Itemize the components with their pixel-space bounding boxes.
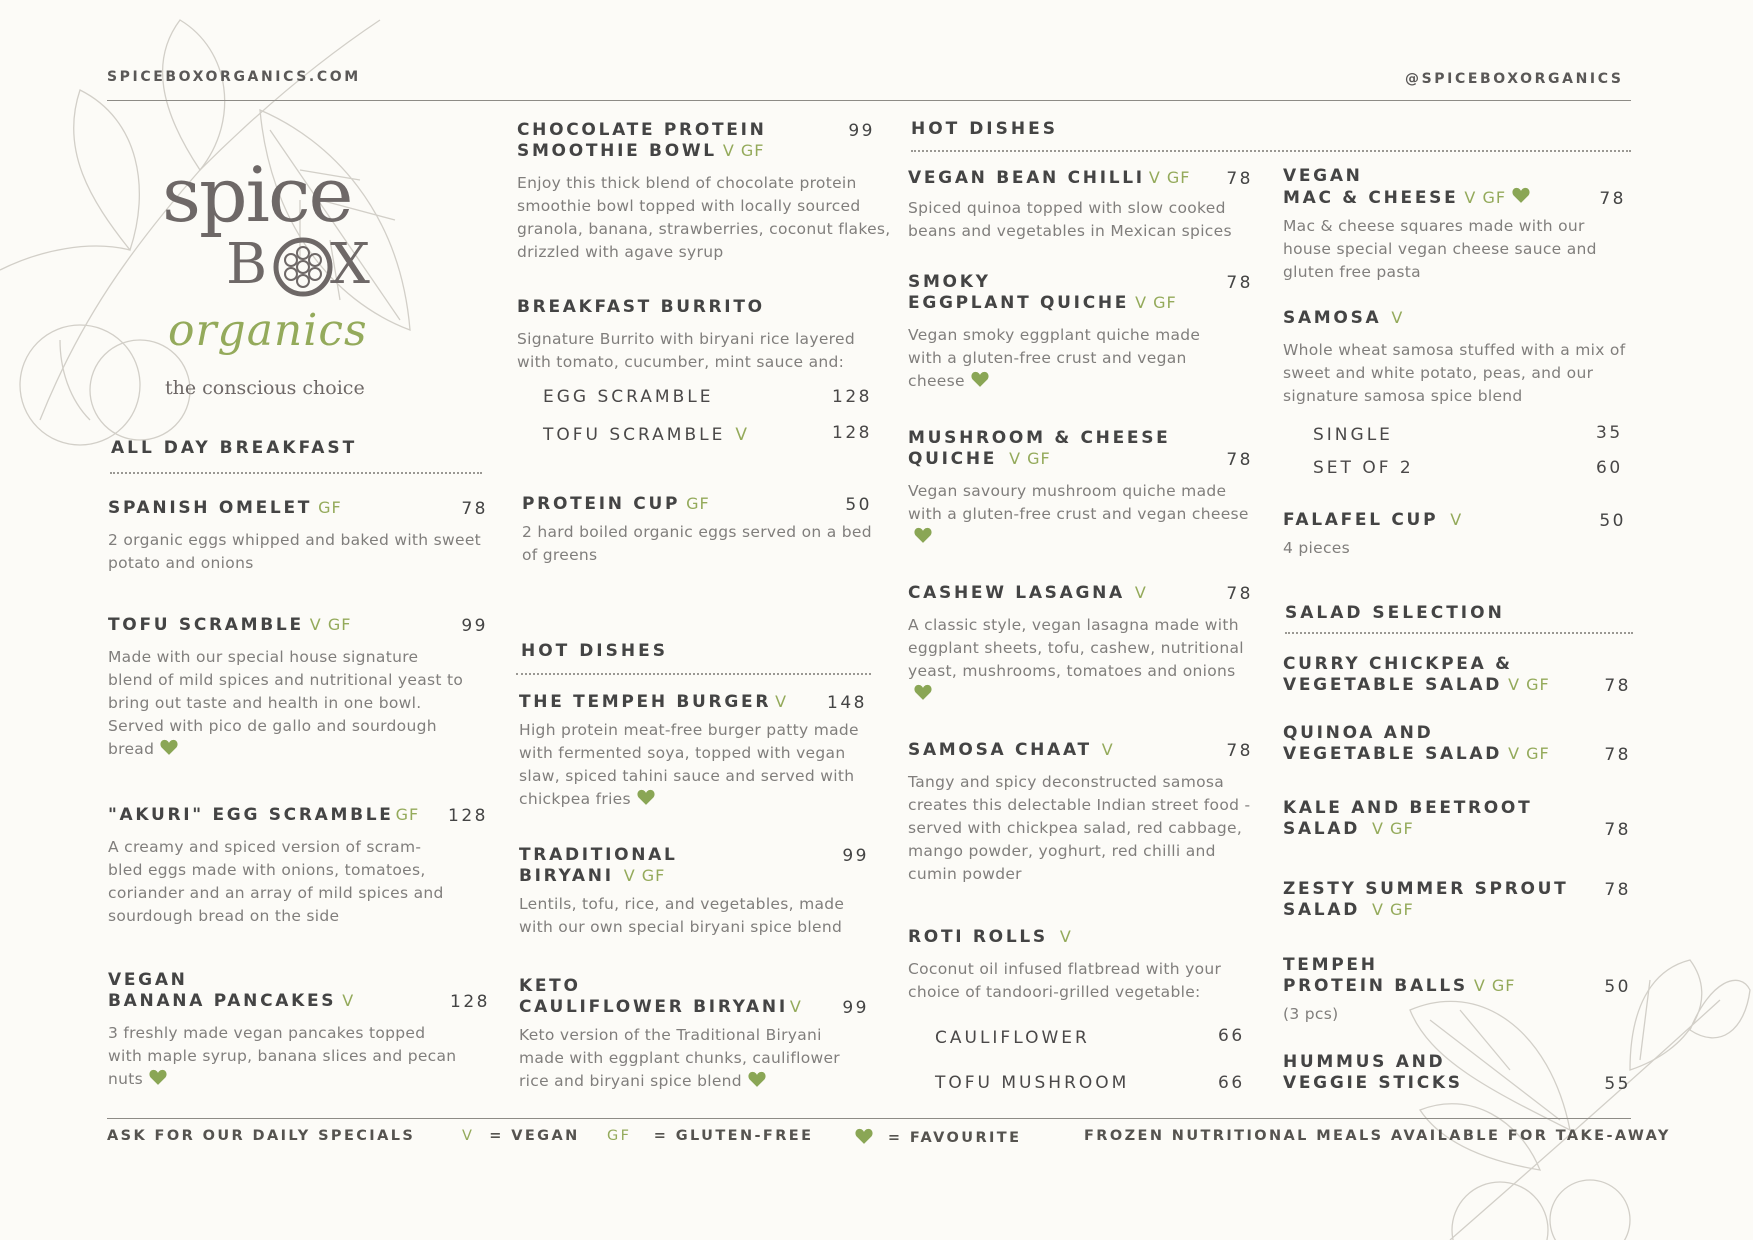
item-description: Made with our special house signature blend of mild spices and nutritional yeast to bring out taste and health in one bowl. Served with pico de gallo and sourdough bread xyxy=(108,648,464,758)
item-description: A classic style, vegan lasagna made with eggplant sheets, tofu, cashew, nutritional yeast, mushrooms, tomatoes and onions xyxy=(908,616,1244,680)
item-price: 148 xyxy=(827,693,867,713)
option-price: 128 xyxy=(832,387,872,407)
heart-icon xyxy=(1512,187,1530,203)
dietary-tag: V GF xyxy=(1135,293,1177,312)
item-description: Tangy and spicy deconstructed samosa creates this delectable Indian street food - served with chickpea salad, red cabbage, mango powder, yoghurt, red chilli and cumin powder xyxy=(908,773,1251,883)
header-divider xyxy=(107,100,1631,101)
menu-item-quinoa-vegetable-salad: QUINOA AND VEGETABLE SALAD V GF 78 xyxy=(1283,723,1631,765)
section-divider xyxy=(1285,632,1633,634)
item-price: 78 xyxy=(1226,273,1253,293)
dietary-tag: V xyxy=(735,425,750,445)
item-description: 2 organic eggs whipped and baked with sweet potato and onions xyxy=(108,531,482,572)
menu-item-cashew-lasagna: CASHEW LASAGNA V 78 A classic style, vegan lasagna made with eggplant sheets, tofu, cashew, nutritional yeast, mushrooms, tomatoes and onions xyxy=(908,583,1253,706)
item-price: 78 xyxy=(1604,676,1631,696)
item-price: 99 xyxy=(848,121,875,141)
logo-word-spice: spice xyxy=(162,150,352,239)
item-price: 128 xyxy=(450,992,490,1012)
dietary-tag: V xyxy=(1101,740,1114,759)
item-description: Keto version of the Traditional Biryani made with eggplant chunks, cauliflower rice and biryani spice blend xyxy=(519,1026,840,1090)
dietary-tag: V xyxy=(1391,308,1404,327)
daily-specials-note: ASK FOR OUR DAILY SPECIALS xyxy=(107,1128,416,1144)
dietary-tag: V xyxy=(342,991,355,1010)
menu-item-kale-beetroot-salad: KALE AND BEETROOT SALAD V GF 78 xyxy=(1283,798,1631,840)
dietary-tag: GF xyxy=(395,805,420,824)
logo-word-organics: organics xyxy=(168,305,368,356)
item-price: 78 xyxy=(1604,880,1631,900)
logo-tagline: the conscious choice xyxy=(165,377,365,399)
option-price: 66 xyxy=(1218,1073,1245,1093)
menu-item-tofu-scramble: TOFU SCRAMBLE V GF 99 Made with our special house signature blend of mild spices and nutritional yeast to bring out taste and health in one bowl. Served with pico de gallo and sourdough bread xyxy=(108,615,488,758)
item-description: (3 pcs) xyxy=(1283,1005,1339,1023)
item-price: 78 xyxy=(1604,745,1631,765)
menu-item-chocolate-protein-smoothie-bowl: CHOCOLATE PROTEIN SMOOTHIE BOWL V GF 99 Enjoy this thick blend of chocolate protein smoothie bowl topped with locally sourced granola, banana, strawberries, coconut flakes, drizzled with agave syrup xyxy=(517,120,875,264)
section-divider xyxy=(516,673,871,675)
dietary-tag: V xyxy=(1450,510,1463,529)
item-price: 78 xyxy=(1599,189,1626,209)
item-price: 50 xyxy=(1604,977,1631,997)
item-price: 50 xyxy=(1599,511,1626,531)
dietary-tag: V xyxy=(775,692,788,711)
dietary-tag: V GF xyxy=(1508,675,1550,694)
option-price: 35 xyxy=(1596,423,1623,443)
dietary-tag: V GF xyxy=(722,141,765,160)
item-price: 99 xyxy=(842,846,869,866)
heart-icon xyxy=(748,1071,766,1087)
item-price: 55 xyxy=(1604,1074,1631,1094)
item-description: Vegan smoky eggplant quiche made with a gluten-free crust and vegan cheese xyxy=(908,326,1201,390)
heart-icon xyxy=(855,1128,873,1144)
menu-item-traditional-biryani: TRADITIONAL BIRYANI V GF 99 Lentils, tofu, rice, and vegetables, made with our own special biryani spice blend xyxy=(519,845,869,939)
item-price: 78 xyxy=(1226,169,1253,189)
legend-gluten-free: GF = GLUTEN-FREE xyxy=(607,1128,814,1144)
option-tofu-mushroom: TOFU MUSHROOM xyxy=(935,1073,1130,1093)
footer-divider xyxy=(107,1118,1631,1119)
option-egg-scramble: EGG SCRAMBLE xyxy=(543,387,714,407)
menu-item-spanish-omelet: SPANISH OMELET GF 78 2 organic eggs whipped and baked with sweet potato and onions xyxy=(108,498,488,575)
menu-item-tempeh-protein-balls: TEMPEH PROTEIN BALLS V GF 50 (3 pcs) xyxy=(1283,955,1631,1026)
item-description: High protein meat-free burger patty made with fermented soya, topped with vegan slaw, spiced tahini sauce and served with chickpea fries xyxy=(519,721,859,808)
item-description: Enjoy this thick blend of chocolate protein smoothie bowl topped with locally sourced granola, banana, strawberries, coconut flakes, drizzled with agave syrup xyxy=(517,174,891,261)
menu-item-smoky-eggplant-quiche: SMOKY EGGPLANT QUICHE V GF 78 Vegan smoky eggplant quiche made with a gluten-free crust and vegan cheese xyxy=(908,272,1253,390)
dietary-tag: V GF xyxy=(1148,168,1191,187)
dietary-tag: V xyxy=(1059,927,1072,946)
dietary-tag: V xyxy=(789,997,802,1016)
dietary-tag: GF xyxy=(318,498,342,517)
menu-item-samosa: SAMOSA V Whole wheat samosa stuffed with a mix of sweet and white potato, peas, and our signature samosa spice blend xyxy=(1283,308,1626,408)
section-divider xyxy=(911,150,1631,152)
dietary-tag: V GF xyxy=(1009,449,1051,468)
item-description: 3 freshly made vegan pancakes topped with maple syrup, banana slices and pecan nuts xyxy=(108,1024,457,1088)
item-price: 78 xyxy=(461,499,488,519)
item-description: Coconut oil infused flatbread with your choice of tandoori-grilled vegetable: xyxy=(908,960,1222,1001)
option-price: 128 xyxy=(832,423,872,443)
item-description: Whole wheat samosa stuffed with a mix of sweet and white potato, peas, and our signature samosa spice blend xyxy=(1283,341,1626,405)
social-handle[interactable]: @SPICEBOXORGANICS xyxy=(1405,71,1624,87)
item-price: 99 xyxy=(461,616,488,636)
section-hot-dishes: HOT DISHES xyxy=(911,119,1058,139)
dietary-tag: V GF xyxy=(1372,819,1414,838)
item-description: 4 pieces xyxy=(1283,539,1351,557)
menu-item-keto-cauliflower-biryani: KETO CAULIFLOWER BIRYANI V 99 Keto version of the Traditional Biryani made with eggplant chunks, cauliflower rice and biryani spice blend xyxy=(519,976,869,1090)
item-price: 78 xyxy=(1604,820,1631,840)
item-price: 99 xyxy=(842,998,869,1018)
menu-item-akuri-egg-scramble: "AKURI" EGG SCRAMBLE GF 128 A creamy and spiced version of scram-bled eggs made with onions, tomatoes, coriander and an array of mild spices and sourdough bread on the side xyxy=(108,805,488,928)
item-description: Spiced quinoa topped with slow cooked beans and vegetables in Mexican spices xyxy=(908,199,1232,240)
dietary-tag: V GF xyxy=(1464,188,1507,207)
heart-icon xyxy=(149,1069,167,1085)
menu-item-falafel-cup: FALAFEL CUP V 50 4 pieces xyxy=(1283,510,1626,560)
heart-icon xyxy=(637,789,655,805)
logo-word-box-x: X xyxy=(330,232,367,297)
heart-icon xyxy=(971,371,989,387)
menu-item-roti-rolls: ROTI ROLLS V Coconut oil infused flatbread with your choice of tandoori-grilled vegetable: xyxy=(908,927,1253,1004)
section-hot-dishes: HOT DISHES xyxy=(521,641,668,661)
section-salad-selection: SALAD SELECTION xyxy=(1285,603,1505,623)
option-single: SINGLE xyxy=(1313,425,1393,445)
option-price: 66 xyxy=(1218,1026,1245,1046)
menu-item-protein-cup: PROTEIN CUP GF 50 2 hard boiled organic eggs served on a bed of greens xyxy=(522,494,872,567)
option-cauliflower: CAULIFLOWER xyxy=(935,1028,1090,1048)
heart-icon xyxy=(914,684,932,700)
logo-word-box-b: B xyxy=(226,232,265,297)
item-price: 78 xyxy=(1226,450,1253,470)
menu-item-hummus-veggie-sticks: HUMMUS AND VEGGIE STICKS 55 xyxy=(1283,1052,1631,1094)
item-description: Vegan savoury mushroom quiche made with a gluten-free crust and vegan cheese xyxy=(908,482,1249,523)
option-tofu-scramble: TOFU SCRAMBLE V xyxy=(543,425,750,445)
dietary-tag: V GF xyxy=(623,866,666,885)
frozen-meals-note: FROZEN NUTRITIONAL MEALS AVAILABLE FOR TAKE-AWAY xyxy=(1084,1128,1671,1144)
item-price: 50 xyxy=(845,495,872,515)
item-description: Signature Burrito with biryani rice layered with tomato, cucumber, mint sauce and: xyxy=(517,330,855,371)
legend-favourite: = FAVOURITE xyxy=(855,1128,1021,1146)
menu-item-zesty-summer-sprout-salad: ZESTY SUMMER SPROUT SALAD V GF 78 xyxy=(1283,879,1631,920)
menu-item-curry-chickpea-salad: CURRY CHICKPEA & VEGETABLE SALAD V GF 78 xyxy=(1283,654,1631,696)
section-all-day-breakfast: ALL DAY BREAKFAST xyxy=(111,438,358,458)
item-description: Lentils, tofu, rice, and vegetables, made with our own special biryani spice blend xyxy=(519,895,845,936)
item-price: 78 xyxy=(1226,584,1253,604)
item-price: 78 xyxy=(1226,741,1253,761)
menu-item-vegan-banana-pancakes: VEGAN BANANA PANCAKES V 128 3 freshly made vegan pancakes topped with maple syrup, banana slices and pecan nuts xyxy=(108,970,490,1088)
menu-item-vegan-bean-chilli: VEGAN BEAN CHILLI V GF 78 Spiced quinoa topped with slow cooked beans and vegetables in Mexican spices xyxy=(908,168,1253,243)
website-url[interactable]: SPICEBOXORGANICS.COM xyxy=(107,69,361,85)
dietary-tag: V GF xyxy=(309,615,352,634)
item-description: A creamy and spiced version of scram-bled eggs made with onions, tomatoes, coriander and an array of mild spices and sourdough bread on the side xyxy=(108,838,444,925)
item-description: Mac & cheese squares made with our house special vegan cheese sauce and gluten free pasta xyxy=(1283,217,1597,281)
menu-item-vegan-mac-cheese: VEGAN MAC & CHEESE V GF 78 Mac & cheese squares made with our house special vegan cheese sauce and gluten free pasta xyxy=(1283,166,1626,284)
menu-item-mushroom-cheese-quiche: MUSHROOM & CHEESE QUICHE V GF 78 Vegan savoury mushroom quiche made with a gluten-free crust and vegan cheese xyxy=(908,428,1253,549)
dietary-tag: GF xyxy=(686,494,710,513)
item-price: 128 xyxy=(448,806,488,826)
dietary-tag: V GF xyxy=(1508,744,1550,763)
heart-icon xyxy=(160,739,178,755)
menu-item-tempeh-burger: THE TEMPEH BURGER V 148 High protein meat-free burger patty made with fermented soya, topped with vegan slaw, spiced tahini sauce and served with chickpea fries xyxy=(519,692,867,808)
dietary-tag: V xyxy=(1134,583,1147,602)
logo xyxy=(162,150,392,410)
dietary-tag: V GF xyxy=(1372,900,1414,919)
menu-item-samosa-chaat: SAMOSA CHAAT V 78 Tangy and spicy deconstructed samosa creates this delectable Indian street food - served with chickpea salad, red cabbage, mango powder, yoghurt, red chilli and cumin powder xyxy=(908,740,1253,886)
dietary-tag: V GF xyxy=(1473,976,1516,995)
menu-item-breakfast-burrito: BREAKFAST BURRITO Signature Burrito with biryani rice layered with tomato, cucumber, mint sauce and: xyxy=(517,297,877,374)
legend-vegan: V = VEGAN xyxy=(462,1128,580,1144)
section-divider xyxy=(110,472,482,474)
option-set-of-2: SET OF 2 xyxy=(1313,458,1414,478)
option-price: 60 xyxy=(1596,458,1623,478)
spice-box-icon xyxy=(272,236,334,298)
item-description: 2 hard boiled organic eggs served on a bed of greens xyxy=(522,523,872,564)
heart-icon xyxy=(914,527,932,543)
